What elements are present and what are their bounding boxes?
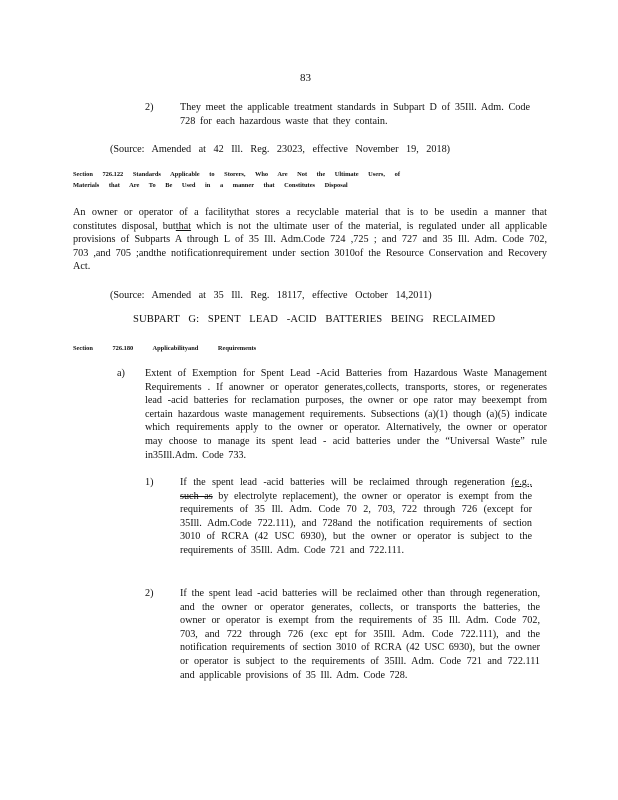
list-marker: a) bbox=[117, 368, 125, 379]
subpart-heading: SUBPART G: SPENT LEAD -ACID BATTERIES BEING RECLAIMED bbox=[133, 314, 496, 325]
list-item-text bbox=[180, 476, 532, 558]
source-note: (Source: Amended at 35 Ill. Reg. 18117, effective October 14,2011) bbox=[110, 290, 432, 301]
inserted-text: (e.g., bbox=[511, 477, 532, 488]
page-number: 83 bbox=[300, 72, 311, 84]
list-marker: 2) bbox=[145, 588, 154, 599]
section-heading: Section 726.180 Applicabilityand Requirements bbox=[73, 345, 257, 352]
inserted-text: that bbox=[175, 220, 192, 232]
body-text-continued: which is not the ultimate user of the material, is regulated under all applicable provisions of Subparts A through L of 35 Ill. Adm.Code 724 ,725 ; and 727 and 35 Ill. Adm. Code 702, 703 ,and 705 ;andthe notificationrequirement under section 3010of the Resource Conservation and Recovery Act. bbox=[73, 220, 547, 273]
list-item-text: Extent of Exemption for Spent Lead -Acid Batteries from Hazardous Waste Management Requirements . If anowner or operator generates,collects, transports, stores, or regenerates lead -acid batteries for reclamation purposes, the owner or ope rator may beexempt from certain hazardous waste management requirements. Subsections (a)(1) though (a)(5) indicate which requirements apply to the owner or operator. Alternatively, the owner or operator may choose to manage its spent lead - acid batteries under the “Universal Waste” rule in35Ill.Adm. Code 733. bbox=[145, 368, 547, 461]
body-text: An owner or operator of a facilitythat stores a recyclable material that is to be usedin a manner that constitutes disposal, but bbox=[73, 207, 547, 232]
source-note: (Source: Amended at 42 Ill. Reg. 23023, effective November 19, 2018) bbox=[110, 144, 451, 155]
list-item-text: They meet the applicable treatment standards in Subpart D of 35Ill. Adm. Code 728 for each hazardous waste that they contain. bbox=[180, 102, 530, 127]
section-body bbox=[73, 206, 547, 274]
body-text-continued: by electrolyte replacement), the owner or operator is exempt from the requirements of 35 Ill. Adm. Code 70 2, 703, 722 through 726 (except for 35Ill. Adm.Code 722.111), and 728and the notification requirements of section 3010 of RCRA (42 USC 6930), but the owner or operator is subject to the requirements of 35Ill. Adm. Code 721 and 722.111. bbox=[180, 490, 532, 556]
section-heading-continued: Materials that Are To Be Used in a manner that Constitutes Disposal bbox=[73, 182, 348, 189]
body-text: If the spent lead -acid batteries will be reclaimed through regeneration bbox=[180, 477, 512, 488]
list-item-text: If the spent lead -acid batteries will be reclaimed other than through regeneration, and the owner or operator generates, collects, or transports the batteries, the owner or operator is exempt from the requirements of 35 Ill. Adm. Code 702, 703, and 722 through 726 (exc ept for 35Ill. Adm. Code 722.111), and the notification requirements of section 3010 of RCRA (42 USC 6930), but the owner or operator is subject to the requirements of 35Ill. Adm. Code 721 and 722.111 and applicable provisions of 35 Ill. Adm. Code 728. bbox=[180, 588, 540, 681]
section-heading: Section 726.122 Standards Applicable to Storers, Who Are Not the Ultimate Users, of bbox=[73, 171, 400, 178]
deleted-text: such as bbox=[180, 490, 213, 502]
list-marker: 2) bbox=[145, 102, 154, 113]
list-marker: 1) bbox=[145, 477, 154, 488]
